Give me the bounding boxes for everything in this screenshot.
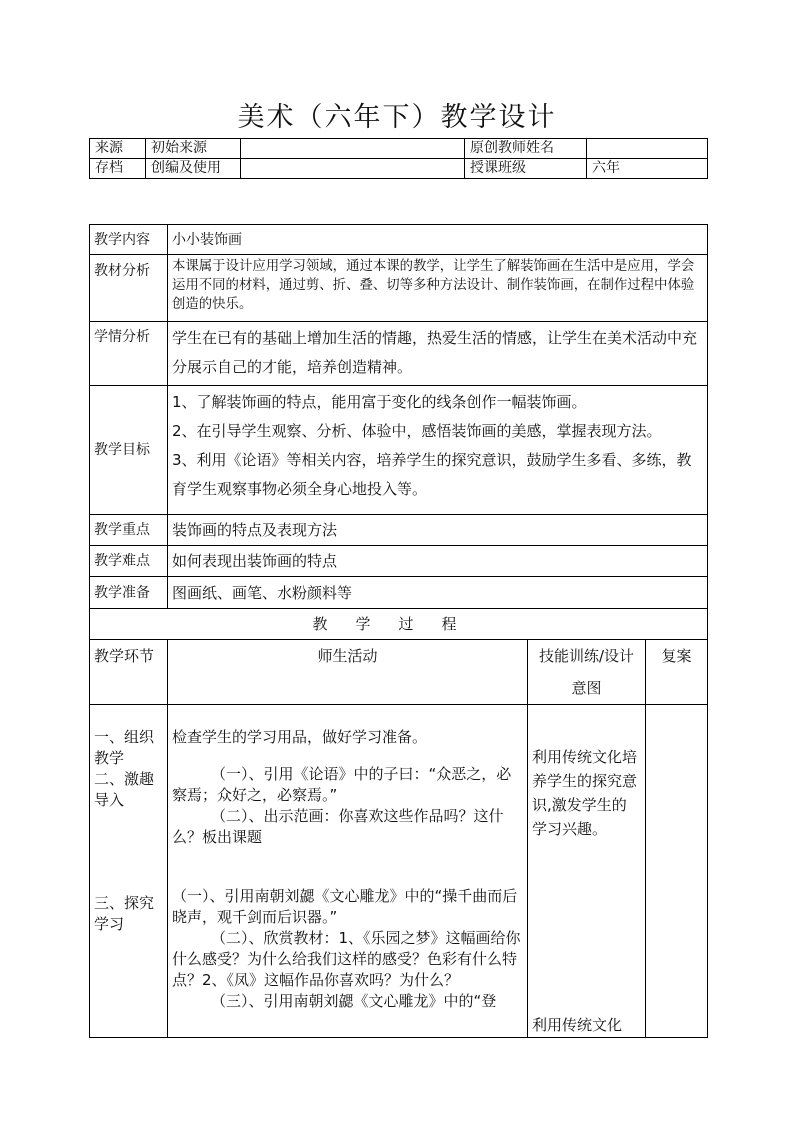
process-heading: 教学过程 (90, 609, 708, 640)
col-skill-header: 技能训练/设计意图 (528, 640, 646, 705)
stage-cell (90, 705, 168, 1038)
goal-list (168, 386, 708, 515)
info-table (89, 138, 708, 179)
activity-appreciate: （二）、欣赏教材：1、《乐园之梦》这幅画给你什么感受？为什么给我们这样的感受？色彩有什么特点？2、《凤》这幅作品你喜欢吗？为什么？ (172, 929, 521, 989)
page-title: 美术（六年下）教学设计 (237, 102, 557, 133)
archive-blank (241, 159, 465, 179)
content-value: 小小装饰画 (168, 225, 708, 255)
material-label: 教材分析 (90, 255, 168, 322)
activity-sample: （二）、出示范画：你喜欢这些作品吗？这什么？板出课题 (172, 807, 504, 846)
student-label: 学情分析 (90, 322, 168, 386)
activity-cell (168, 705, 528, 1038)
source-label: 来源 (90, 139, 146, 159)
archive-label: 存档 (90, 159, 146, 179)
skill-cell (528, 705, 646, 1038)
lesson-plan-table (89, 224, 708, 1038)
prep-label: 教学准备 (90, 577, 168, 609)
goal-label: 教学目标 (90, 386, 168, 515)
student-value: 学生在已有的基础上增加生活的情趣，热爱生活的情感，让学生在美术活动中充分展示自己的才能，培养创造精神。 (168, 322, 708, 386)
prep-value: 图画纸、画笔、水粉颜料等 (168, 577, 708, 609)
difficulty-label: 教学难点 (90, 546, 168, 577)
class-value: 六年 (587, 159, 708, 179)
activity-quote-1: （一）、引用《论语》中的子曰：“众恶之，必察焉；众好之，必察焉。” (172, 765, 512, 804)
activity-quote-2: （一）、引用南朝刘勰《文心雕龙》中的“操千曲而后晓声，观千剑而后识器。” (172, 887, 518, 926)
activity-quote-3: （三）、引用南朝刘勰《文心雕龙》中的“登 (211, 992, 497, 1010)
goal-item: 3、利用《论语》等相关内容，培养学生的探究意识，鼓励学生多看、多练，教育学生观察事物必须全身心地投入等。 (172, 451, 692, 498)
goal-item: 2、在引导学生观察、分析、体验中，感悟装饰画的美感，掌握表现方法。 (172, 422, 662, 440)
author-value (587, 139, 708, 159)
focus-label: 教学重点 (90, 515, 168, 546)
goal-item: 1、了解装饰画的特点，能用富于变化的线条创作一幅装饰画。 (172, 393, 587, 411)
material-value: 本课属于设计应用学习领域，通过本课的教学，让学生了解装饰画在生活中是应用，学会运用不同的材料，通过剪、折、叠、切等多种方法设计、制作装饰画，在制作过程中体验创造的快乐。 (168, 255, 708, 322)
stage-explore: 三、探究学习 (94, 894, 155, 933)
archive-value: 创编及使用 (146, 159, 241, 179)
content-label: 教学内容 (90, 225, 168, 255)
source-value: 初始来源 (146, 139, 241, 159)
difficulty-value: 如何表现出装饰画的特点 (168, 546, 708, 577)
stage-organize: 一、组织教学 (94, 728, 155, 767)
skill-intent-2: 利用传统文化 (532, 1016, 623, 1034)
skill-intent-1: 利用传统文化培养学生的探究意识,激发学生的学习兴趣。 (532, 748, 638, 838)
stage-intro: 二、激趣导入 (94, 770, 155, 809)
review-cell (646, 705, 708, 1038)
col-review-header: 复案 (646, 640, 708, 705)
col-stage-header: 教学环节 (90, 640, 168, 705)
source-blank (241, 139, 465, 159)
activity-check: 检查学生的学习用品，做好学习准备。 (172, 728, 428, 746)
col-activity-header: 师生活动 (168, 640, 528, 705)
class-label: 授课班级 (465, 159, 587, 179)
author-label: 原创教师姓名 (465, 139, 587, 159)
focus-value: 装饰画的特点及表现方法 (168, 515, 708, 546)
